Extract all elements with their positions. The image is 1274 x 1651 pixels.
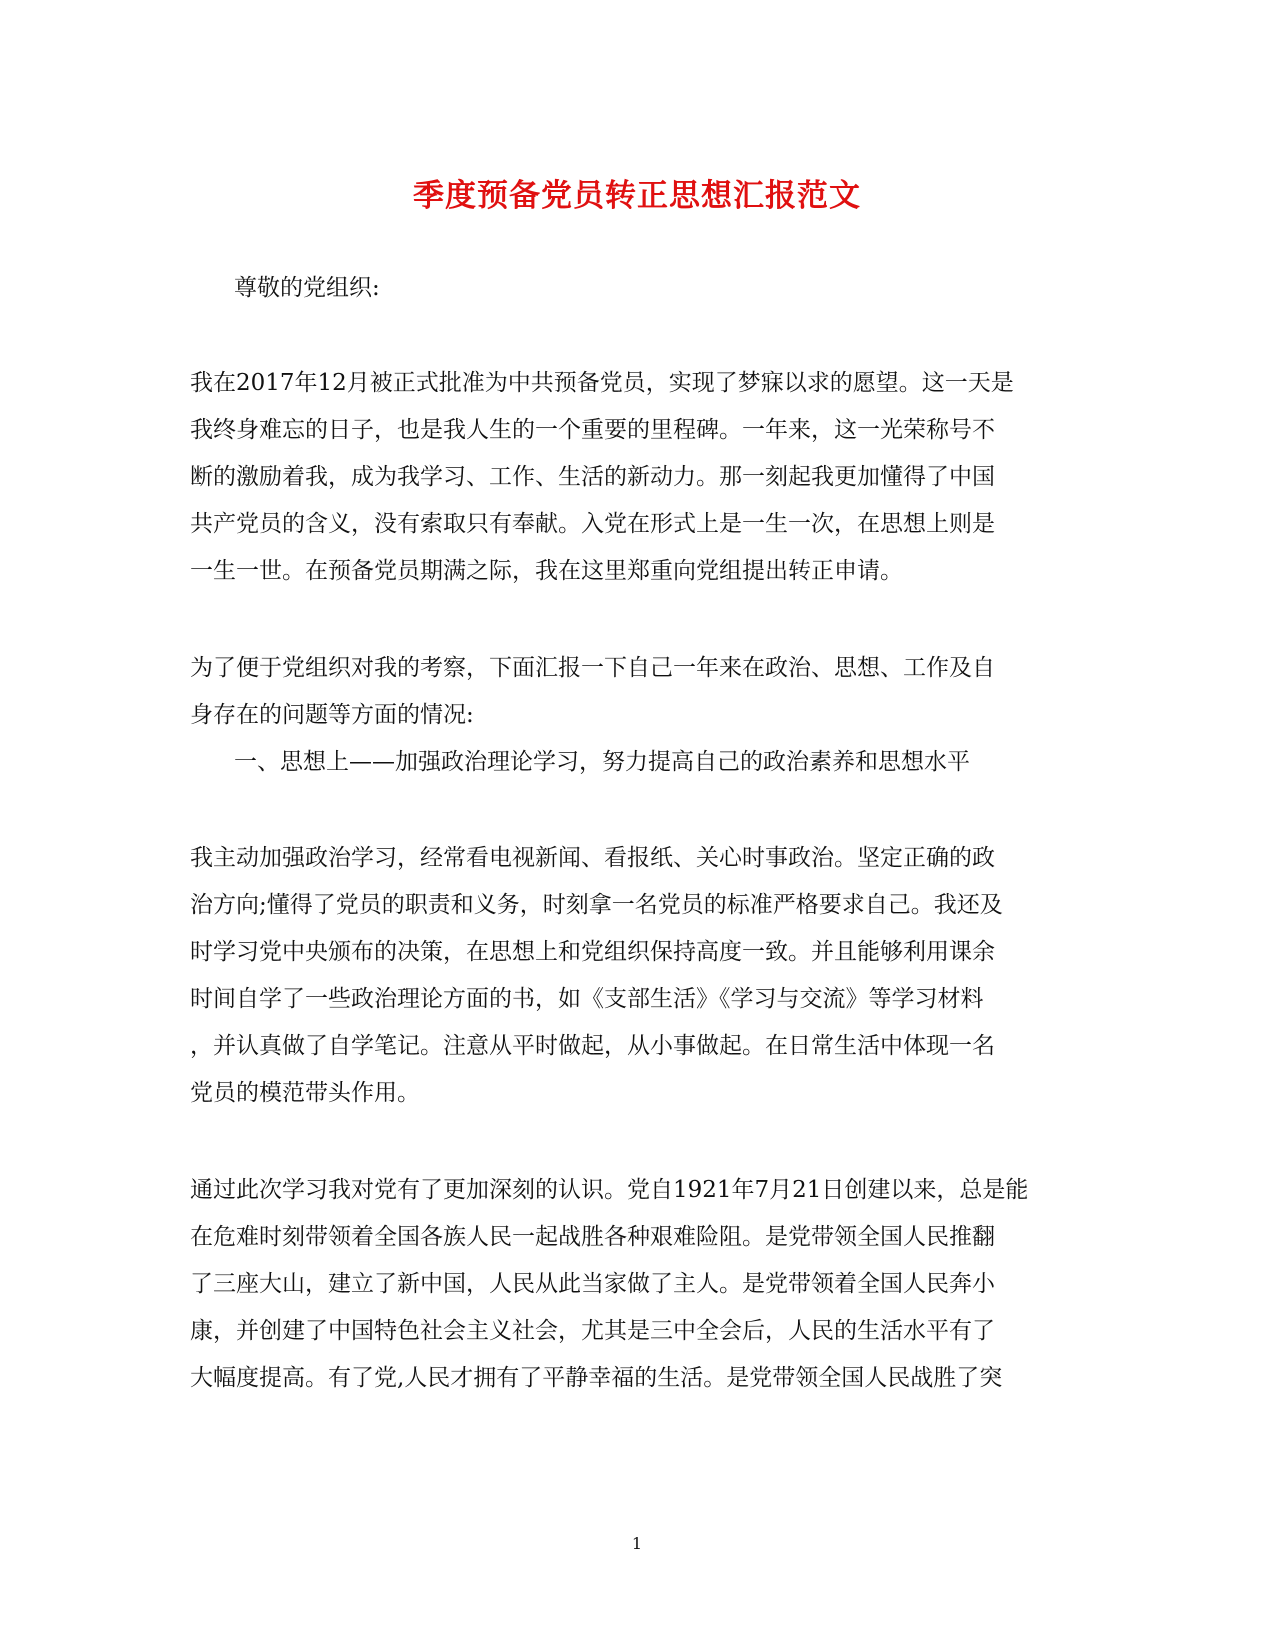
paragraph-3-line-1: 我主动加强政治学习，经常看电视新闻、看报纸、关心时事政治。坚定正确的政 [190, 845, 995, 871]
page-number: 1 [631, 1534, 643, 1553]
paragraph-1-line-3: 断的激励着我，成为我学习、工作、生活的新动力。那一刻起我更加懂得了中国 [190, 464, 995, 490]
document-title: 季度预备党员转正思想汇报范文 [413, 178, 861, 214]
paragraph-4-line-2: 在危难时刻带领着全国各族人民一起战胜各种艰难险阻。是党带领全国人民推翻 [190, 1224, 995, 1250]
paragraph-2-line-2: 身存在的问题等方面的情况: [190, 702, 474, 728]
paragraph-1-line-2: 我终身难忘的日子，也是我人生的一个重要的里程碑。一年来，这一光荣称号不 [190, 417, 995, 443]
paragraph-4-line-3: 了三座大山，建立了新中国，人民从此当家做了主人。是党带领着全国人民奔小 [190, 1271, 995, 1297]
paragraph-3-line-3: 时学习党中央颁布的决策，在思想上和党组织保持高度一致。并且能够利用课余 [190, 939, 995, 965]
paragraph-4-line-1: 通过此次学习我对党有了更加深刻的认识。党自1921年7月21日创建以来，总是能 [190, 1177, 1029, 1203]
section-heading: 一、思想上——加强政治理论学习，努力提高自己的政治素养和思想水平 [234, 749, 970, 775]
paragraph-4-line-5: 大幅度提高。有了党,人民才拥有了平静幸福的生活。是党带领全国人民战胜了突 [190, 1365, 1003, 1391]
paragraph-3-line-5: ，并认真做了自学笔记。注意从平时做起，从小事做起。在日常生活中体现一名 [190, 1033, 995, 1059]
paragraph-3-line-2: 治方向;懂得了党员的职责和义务，时刻拿一名党员的标准严格要求自己。我还及 [190, 892, 1003, 918]
paragraph-1-line-5: 一生一世。在预备党员期满之际，我在这里郑重向党组提出转正申请。 [190, 558, 903, 584]
paragraph-1-line-1: 我在2017年12月被正式批准为中共预备党员，实现了梦寐以求的愿望。这一天是 [190, 370, 1014, 396]
salutation: 尊敬的党组织: [234, 275, 380, 301]
paragraph-2-line-1: 为了便于党组织对我的考察，下面汇报一下自己一年来在政治、思想、工作及自 [190, 655, 995, 681]
paragraph-4-line-4: 康，并创建了中国特色社会主义社会，尤其是三中全会后，人民的生活水平有了 [190, 1318, 995, 1344]
paragraph-3-line-6: 党员的模范带头作用。 [190, 1080, 420, 1106]
paragraph-1-line-4: 共产党员的含义，没有索取只有奉献。入党在形式上是一生一次，在思想上则是 [190, 511, 995, 537]
paragraph-3-line-4: 时间自学了一些政治理论方面的书，如《支部生活》《学习与交流》等学习材料 [190, 986, 984, 1012]
